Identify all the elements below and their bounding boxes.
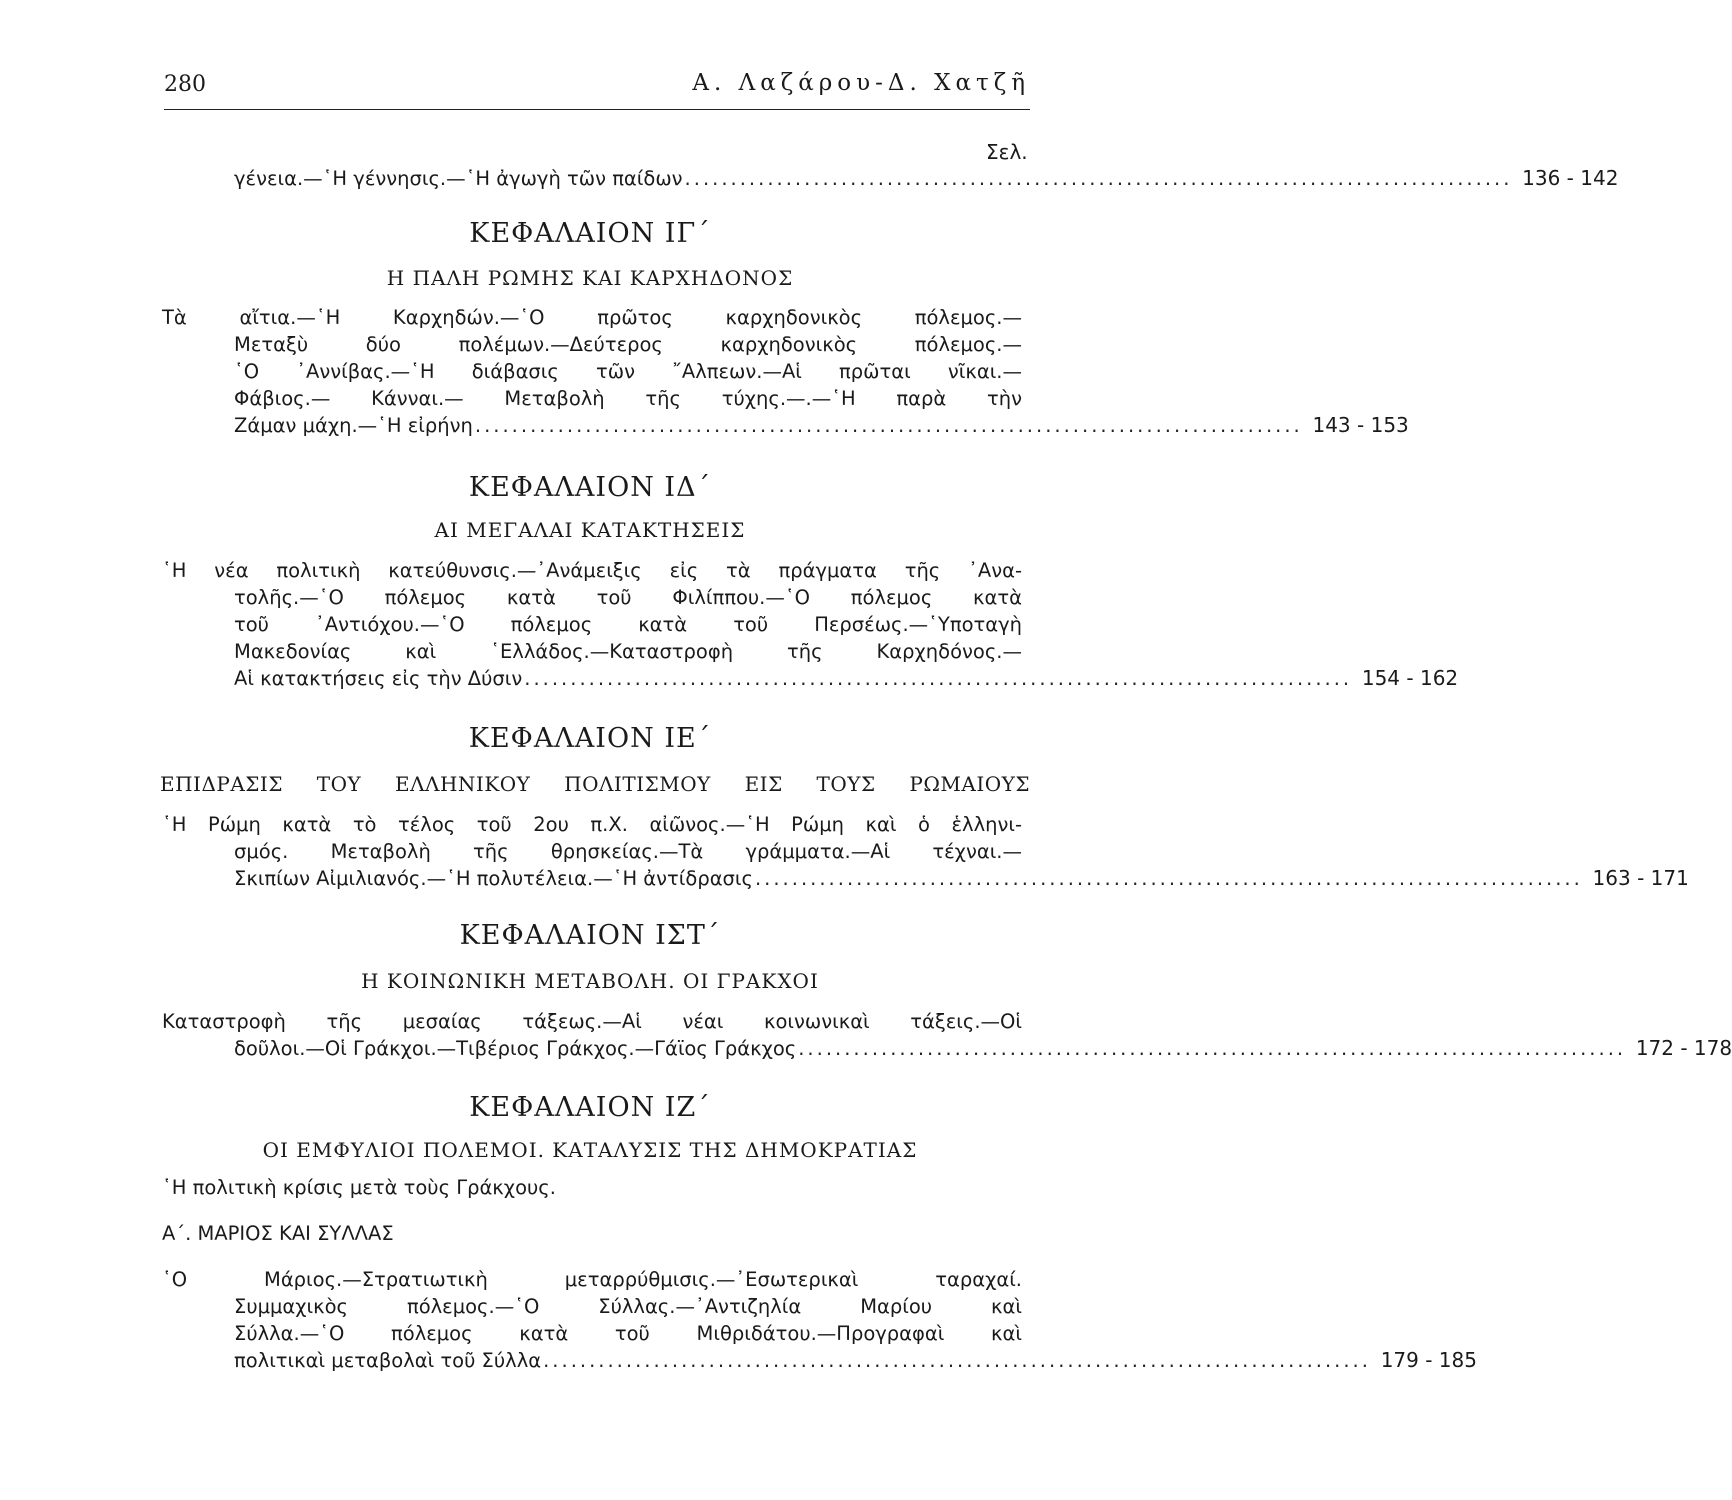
toc-entry-last-line (162, 665, 1459, 692)
toc-entry-continuation (162, 165, 1619, 192)
dot-leader: .......................................................................................... (684, 167, 1513, 190)
dot-leader: .......................................................................................... (543, 1349, 1371, 1372)
chapter-intro: ῾Η πολιτικὴ κρίσις μετὰ τοὺς Γράκχους. (162, 1176, 556, 1199)
running-head: Α. Λαζάρου-Δ. Χατζῆ (692, 70, 1030, 96)
chapter-heading: ΚΕΦΑΛΑΙΟΝ ΙΓ΄ (469, 218, 711, 249)
toc-entry-line: ῾Ο Μάριος.—Στρατιωτικὴ μεταρρύθμισις.—᾿Εσωτερικαὶ ταραχαί. (162, 1268, 1022, 1291)
header-rule (164, 109, 1030, 110)
toc-entry-line: Συμμαχικὸς πόλεμος.—῾Ο Σύλλας.—᾿Αντιζηλία Μαρίου καὶ (234, 1295, 1022, 1318)
toc-entry (162, 1008, 1732, 1062)
toc-entry-last-line (162, 865, 1689, 892)
dot-leader: .......................................................................................... (524, 667, 1353, 690)
toc-entry-last-line (162, 412, 1409, 439)
toc-entry-line: σμός. Μεταβολὴ τῆς θρησκείας.—Τὰ γράμματα.—Αἱ τέχναι.— (234, 840, 1022, 863)
toc-entry-line: Καταστροφὴ τῆς μεσαίας τάξεως.—Αἱ νέαι κοινωνικαὶ τάξεις.—Οἱ (162, 1010, 1022, 1033)
dot-leader: .......................................................................................... (474, 414, 1303, 437)
toc-entry-line: τοῦ ᾿Αντιόχου.—῾Ο πόλεμος κατὰ τοῦ Περσέως.—῾Υποταγὴ (234, 613, 1022, 636)
page-range: 154 - 162 (1361, 666, 1459, 690)
page-range: 172 - 178 (1635, 1036, 1732, 1060)
toc-entry (162, 1266, 1477, 1374)
toc-entry-last-line (162, 1035, 1732, 1062)
page-column-label: Σελ. (986, 140, 1028, 164)
toc-entry-text: πολιτικαὶ μεταβολαὶ τοῦ Σύλλα (234, 1349, 542, 1372)
chapter-heading: ΚΕΦΑΛΑΙΟΝ ΙΣΤ΄ (459, 920, 721, 951)
chapter-subtitle: Η ΠΑΛΗ ΡΩΜΗΣ ΚΑΙ ΚΑΡΧΗΔΟΝΟΣ (386, 266, 794, 290)
chapter-subtitle: ΟΙ ΕΜΦΥΛΙΟΙ ΠΟΛΕΜΟΙ. ΚΑΤΑΛΥΣΙΣ ΤΗΣ ΔΗΜΟΚΡΑΤΙΑΣ (262, 1138, 918, 1162)
toc-entry-line: Τὰ αἴτια.—῾Η Καρχηδών.—῾Ο πρῶτος καρχηδονικὸς πόλεμος.— (162, 306, 1022, 329)
toc-entry-line: Φάβιος.— Κάνναι.— Μεταβολὴ τῆς τύχης.—.—῾Η παρὰ τὴν (234, 387, 1022, 410)
toc-entry-line: ῾Ο ᾿Αννίβας.—῾Η διάβασις τῶν ῎Αλπεων.—Αἱ πρῶται νῖκαι.— (234, 360, 1022, 383)
page-range: 163 - 171 (1592, 866, 1689, 890)
section-heading: Α΄. ΜΑΡΙΟΣ ΚΑΙ ΣΥΛΛΑΣ (162, 1222, 394, 1245)
chapter-subtitle: ΑΙ ΜΕΓΑΛΑΙ ΚΑΤΑΚΤΗΣΕΙΣ (434, 518, 746, 542)
toc-entry-line: ῾Η νέα πολιτικὴ κατεύθυνσις.—᾿Ανάμειξις εἰς τὰ πράγματα τῆς ᾿Ανα- (162, 559, 1022, 582)
page-number: 280 (164, 72, 206, 97)
page-range: 136 - 142 (1522, 166, 1619, 190)
chapter-heading: ΚΕΦΑΛΑΙΟΝ ΙΖ΄ (469, 1092, 711, 1123)
toc-entry-last-line (162, 165, 1619, 192)
page-header (164, 72, 1030, 106)
toc-entry-text: Αἱ κατακτήσεις εἰς τὴν Δύσιν (234, 667, 523, 690)
dot-leader: .......................................................................................... (798, 1037, 1627, 1060)
toc-entry-line: Σύλλα.—῾Ο πόλεμος κατὰ τοῦ Μιθριδάτου.—Προγραφαὶ καὶ (234, 1322, 1022, 1345)
chapter-subtitle: Η ΚΟΙΝΩΝΙΚΗ ΜΕΤΑΒΟΛΗ. ΟΙ ΓΡΑΚΧΟΙ (361, 969, 819, 993)
toc-entry-line: τολῆς.—῾Ο πόλεμος κατὰ τοῦ Φιλίππου.—῾Ο πόλεμος κατὰ (234, 586, 1022, 609)
page-range: 179 - 185 (1380, 1348, 1477, 1372)
toc-entry (162, 557, 1459, 692)
toc-entry-text: δοῦλοι.—Οἱ Γράκχοι.—Τιβέριος Γράκχος.—Γάϊος Γράκχος (234, 1037, 797, 1060)
chapter-heading: ΚΕΦΑΛΑΙΟΝ ΙΕ΄ (468, 723, 712, 754)
toc-entry-text: γένεια.—῾Η γέννησις.—῾Η ἀγωγὴ τῶν παίδων (234, 167, 683, 190)
toc-entry-text: Ζάμαν μάχη.—῾Η εἰρήνη (234, 414, 473, 437)
toc-entry (162, 304, 1409, 439)
toc-entry-line: Μακεδονίας καὶ ῾Ελλάδος.—Καταστροφὴ τῆς Καρχηδόνος.— (234, 640, 1022, 663)
chapter-heading: ΚΕΦΑΛΑΙΟΝ ΙΔ΄ (468, 472, 712, 503)
chapter-subtitle: ΕΠΙΔΡΑΣΙΣ ΤΟΥ ΕΛΛΗΝΙΚΟΥ ΠΟΛΙΤΙΣΜΟΥ ΕΙΣ ΤΟΥΣ ΡΩΜΑΙΟΥΣ (160, 772, 1030, 796)
dot-leader: .......................................................................................... (754, 867, 1583, 890)
toc-entry-line: Μεταξὺ δύο πολέμων.—Δεύτερος καρχηδονικὸς πόλεμος.— (234, 333, 1022, 356)
toc-entry (162, 811, 1689, 892)
page-range: 143 - 153 (1312, 413, 1409, 437)
toc-entry-last-line (162, 1347, 1477, 1374)
toc-entry-text: Σκιπίων Αἰμιλιανός.—῾Η πολυτέλεια.—῾Η ἀντίδρασις (234, 867, 753, 890)
toc-entry-line: ῾Η Ρώμη κατὰ τὸ τέλος τοῦ 2ου π.Χ. αἰῶνος.—῾Η Ρώμη καὶ ὁ ἑλληνι- (162, 813, 1022, 836)
